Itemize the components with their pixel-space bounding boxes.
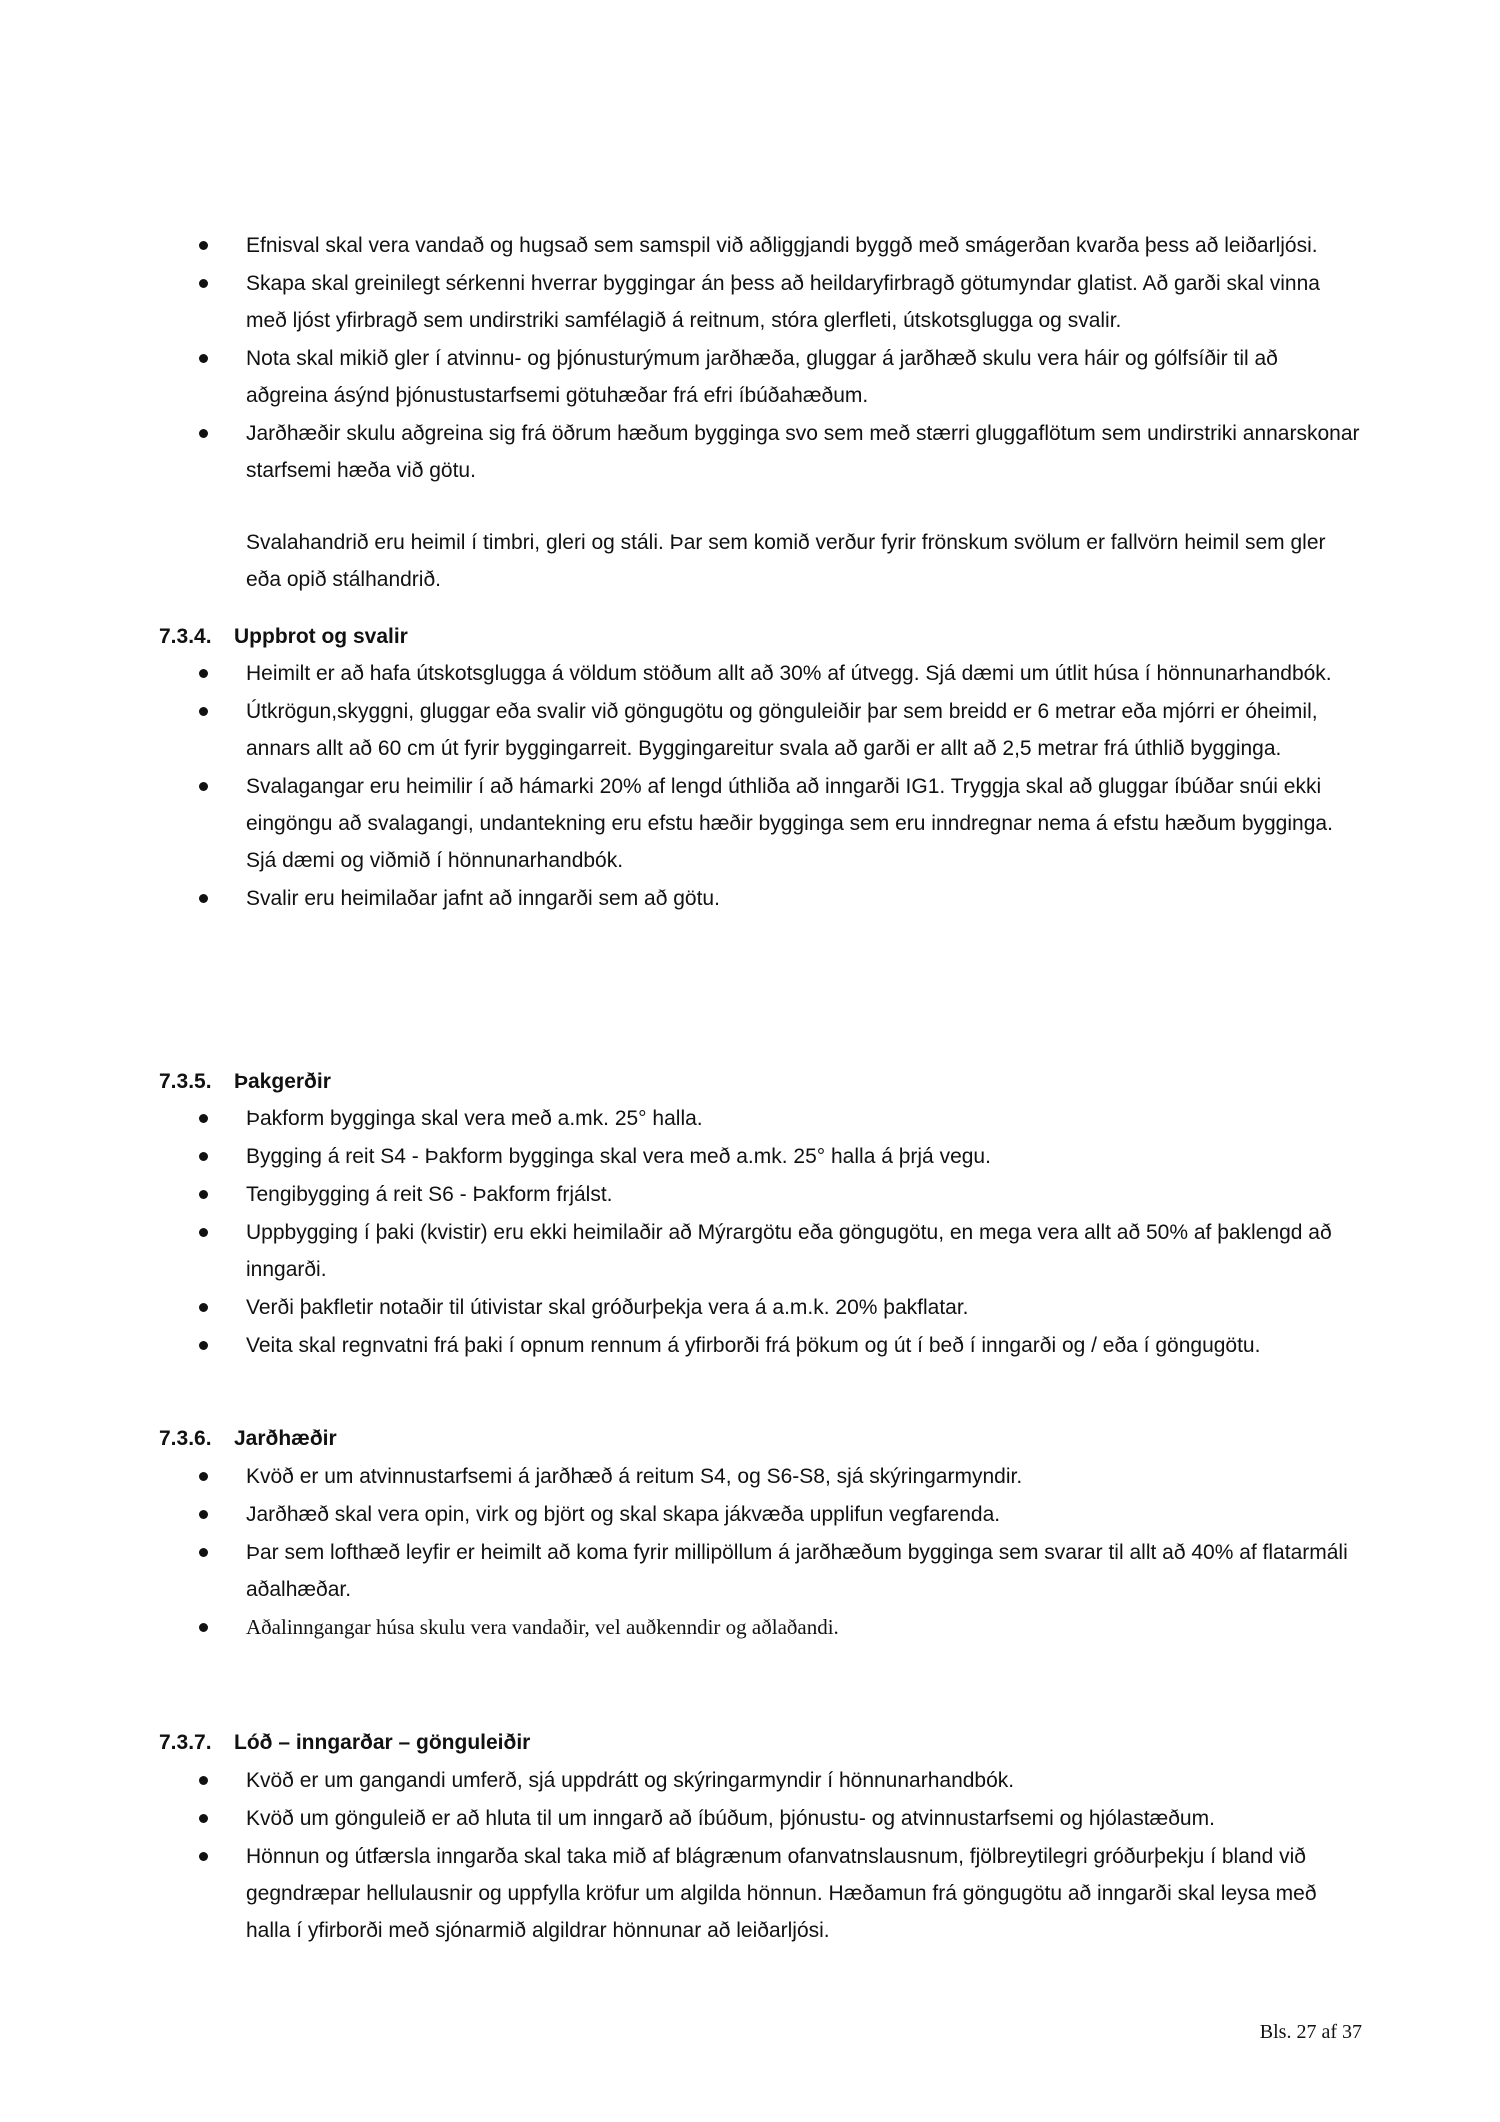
intro-bullet-list — [0, 227, 1500, 490]
list-item: Verði þakfletir notaðir til útivistar skal gróðurþekja vera á a.m.k. 20% þakflatar. — [0, 1289, 1500, 1326]
section-heading-7-3-7 — [159, 1729, 530, 1757]
section-title: Þakgerðir — [234, 1070, 331, 1093]
section-number: 7.3.7. — [159, 1731, 212, 1754]
list-item: Jarðhæðir skulu aðgreina sig frá öðrum hæðum bygginga svo sem með stærri gluggaflötum sem undirstriki annarskonar starfsemi hæða við götu. — [0, 415, 1500, 489]
section-heading-7-3-5 — [159, 1068, 331, 1096]
list-item: Heimilt er að hafa útskotsglugga á völdum stöðum allt að 30% af útvegg. Sjá dæmi um útlit húsa í hönnunarhandbók. — [0, 655, 1500, 692]
section-heading-7-3-4 — [159, 623, 408, 651]
list-item: Efnisval skal vera vandað og hugsað sem samspil við aðliggjandi byggð með smágerðan kvarða þess að leiðarljósi. — [0, 227, 1500, 264]
section-number: 7.3.6. — [159, 1427, 212, 1450]
section-title: Uppbrot og svalir — [234, 625, 408, 648]
section-number: 7.3.5. — [159, 1070, 212, 1093]
list-item: Hönnun og útfærsla inngarða skal taka mið af blágrænum ofanvatnslausnum, fjölbreytilegri gróðurþekju í bland við gegndræpar hellulausnir og uppfylla kröfur um algilda hönnun. Hæðamun frá göngugötu að inngarði skal leysa með halla í yfirborði með sjónarmið algildrar hönnunar að leiðarljósi. — [0, 1838, 1500, 1949]
section-title: Jarðhæðir — [234, 1427, 337, 1450]
list-item: Skapa skal greinilegt sérkenni hverrar byggingar án þess að heildaryfirbragð götumyndar glatist. Að garði skal vinna með ljóst yfirbragð sem undirstriki samfélagið á reitnum, stóra glerfleti, útskotsglugga og svalir. — [0, 265, 1500, 339]
section-heading-7-3-6 — [159, 1425, 337, 1453]
section-title: Lóð – inngarðar – gönguleiðir — [234, 1731, 531, 1754]
list-item: Uppbygging í þaki (kvistir) eru ekki heimilaðir að Mýrargötu eða göngugötu, en mega vera allt að 50% af þaklengd að inngarði. — [0, 1214, 1500, 1288]
intro-continuation: Svalahandrið eru heimil í timbri, gleri og stáli. Þar sem komið verður fyrir frönskum svölum er fallvörn heimil sem gler eða opið stálhandrið. — [246, 531, 1326, 591]
list-item: Kvöð er um gangandi umferð, sjá uppdrátt og skýringarmyndir í hönnunarhandbók. — [0, 1762, 1500, 1799]
section-7-3-7-list — [0, 1762, 1500, 1950]
page-number: Bls. 27 af 37 — [1259, 2021, 1362, 2043]
section-number: 7.3.4. — [159, 625, 212, 648]
list-item: Tengibygging á reit S6 - Þakform frjálst. — [0, 1176, 1500, 1213]
list-item: Kvöð um gönguleið er að hluta til um inngarð að íbúðum, þjónustu- og atvinnustarfsemi og hjólastæðum. — [0, 1800, 1500, 1837]
list-item: Svalir eru heimilaðar jafnt að inngarði sem að götu. — [0, 880, 1500, 917]
list-item: Þakform bygginga skal vera með a.mk. 25° halla. — [0, 1100, 1500, 1137]
list-item: Veita skal regnvatni frá þaki í opnum rennum á yfirborði frá þökum og út í beð í inngarði og / eða í göngugötu. — [0, 1327, 1500, 1364]
list-item: Aðalinngangar húsa skulu vera vandaðir, vel auðkenndir og aðlaðandi. — [0, 1609, 1500, 1646]
list-item: Svalagangar eru heimilir í að hámarki 20% af lengd úthliða að inngarði IG1. Tryggja skal að gluggar íbúðar snúi ekki eingöngu að svalagangi, undantekning eru efstu hæðir bygginga sem eru inndregnar nema á efstu hæðum bygginga. Sjá dæmi og viðmið í hönnunarhandbók. — [0, 768, 1500, 879]
section-7-3-5-list — [0, 1100, 1500, 1365]
section-7-3-6-list — [0, 1458, 1500, 1647]
list-item: Kvöð er um atvinnustarfsemi á jarðhæð á reitum S4, og S6-S8, sjá skýringarmyndir. — [0, 1458, 1500, 1495]
list-item: Bygging á reit S4 - Þakform bygginga skal vera með a.mk. 25° halla á þrjá vegu. — [0, 1138, 1500, 1175]
list-item: Jarðhæð skal vera opin, virk og björt og skal skapa jákvæða upplifun vegfarenda. — [0, 1496, 1500, 1533]
list-item: Útkrögun,skyggni, gluggar eða svalir við göngugötu og gönguleiðir þar sem breidd er 6 metrar eða mjórri er óheimil, annars allt að 60 cm út fyrir byggingarreit. Byggingareitur svala að garði er allt að 2,5 metrar frá úthlið bygginga. — [0, 693, 1500, 767]
list-item: Nota skal mikið gler í atvinnu- og þjónusturýmum jarðhæða, gluggar á jarðhæð skulu vera háir og gólfsíðir til að aðgreina ásýnd þjónustustarfsemi götuhæðar frá efri íbúðahæðum. — [0, 340, 1500, 414]
list-item: Þar sem lofthæð leyfir er heimilt að koma fyrir millipöllum á jarðhæðum bygginga sem svarar til allt að 40% af flatarmáli aðalhæðar. — [0, 1534, 1500, 1608]
section-7-3-4-list — [0, 655, 1500, 918]
